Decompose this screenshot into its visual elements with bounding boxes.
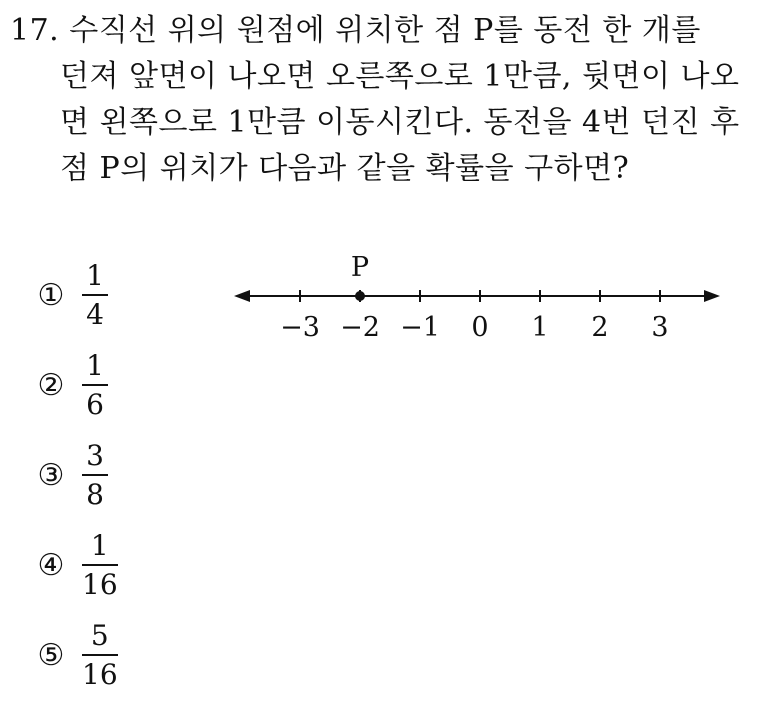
problem-line-1 [10, 8, 701, 54]
numerator: 1 [86, 258, 104, 292]
question-number: 17. [10, 13, 60, 48]
right-arrowhead [704, 290, 720, 302]
numerator: 1 [86, 348, 104, 382]
point-p-label: P [350, 252, 370, 283]
choice-marker: ③ [37, 457, 65, 493]
choice-fraction [82, 259, 108, 332]
choice-4[interactable] [30, 525, 118, 605]
choice-3[interactable] [30, 435, 108, 515]
number-line-diagram [230, 250, 730, 350]
choice-marker: ⑤ [37, 637, 65, 673]
fraction-bar [82, 564, 118, 566]
fraction-bar [82, 384, 108, 386]
tick-label: 2 [591, 312, 609, 343]
choice-marker: ② [37, 367, 65, 403]
denominator: 16 [82, 657, 118, 691]
choice-1[interactable] [30, 255, 108, 335]
choice-marker: ④ [37, 547, 65, 583]
problem-line-4: 점 P의 위치가 다음과 같을 확률을 구하면? [60, 151, 630, 186]
denominator: 16 [82, 567, 118, 601]
problem-line-3: 면 왼쪽으로 1만큼 이동시킨다. 동전을 4번 던진 후 [60, 105, 740, 140]
fraction-bar [82, 474, 108, 476]
point-p-marker [355, 291, 365, 301]
tick-label: −1 [400, 312, 440, 343]
tick-label: −2 [340, 312, 380, 343]
tick-label: 3 [651, 312, 669, 343]
choice-fraction [82, 619, 118, 692]
left-arrowhead [234, 290, 250, 302]
denominator: 6 [86, 387, 104, 421]
tick-label: 1 [531, 312, 549, 343]
choice-fraction [82, 529, 118, 602]
numerator: 1 [90, 528, 109, 562]
problem-line-2: 던져 앞면이 나오면 오른쪽으로 1만큼, 뒷면이 나오 [60, 59, 740, 94]
tick-label: 0 [471, 312, 489, 343]
choice-2[interactable] [30, 345, 108, 425]
choice-fraction [82, 349, 108, 422]
choice-marker: ① [37, 277, 65, 313]
numerator: 5 [90, 618, 109, 652]
problem-text-1: 수직선 위의 원점에 위치한 점 P를 동전 한 개를 [69, 13, 701, 48]
choice-fraction [82, 439, 108, 512]
denominator: 4 [86, 297, 104, 331]
numerator: 3 [86, 438, 104, 472]
choice-5[interactable] [30, 615, 118, 695]
fraction-bar [82, 654, 118, 656]
fraction-bar [82, 294, 108, 296]
denominator: 8 [86, 477, 104, 511]
number-line-ticks [280, 290, 669, 343]
tick-label: −3 [280, 312, 320, 343]
